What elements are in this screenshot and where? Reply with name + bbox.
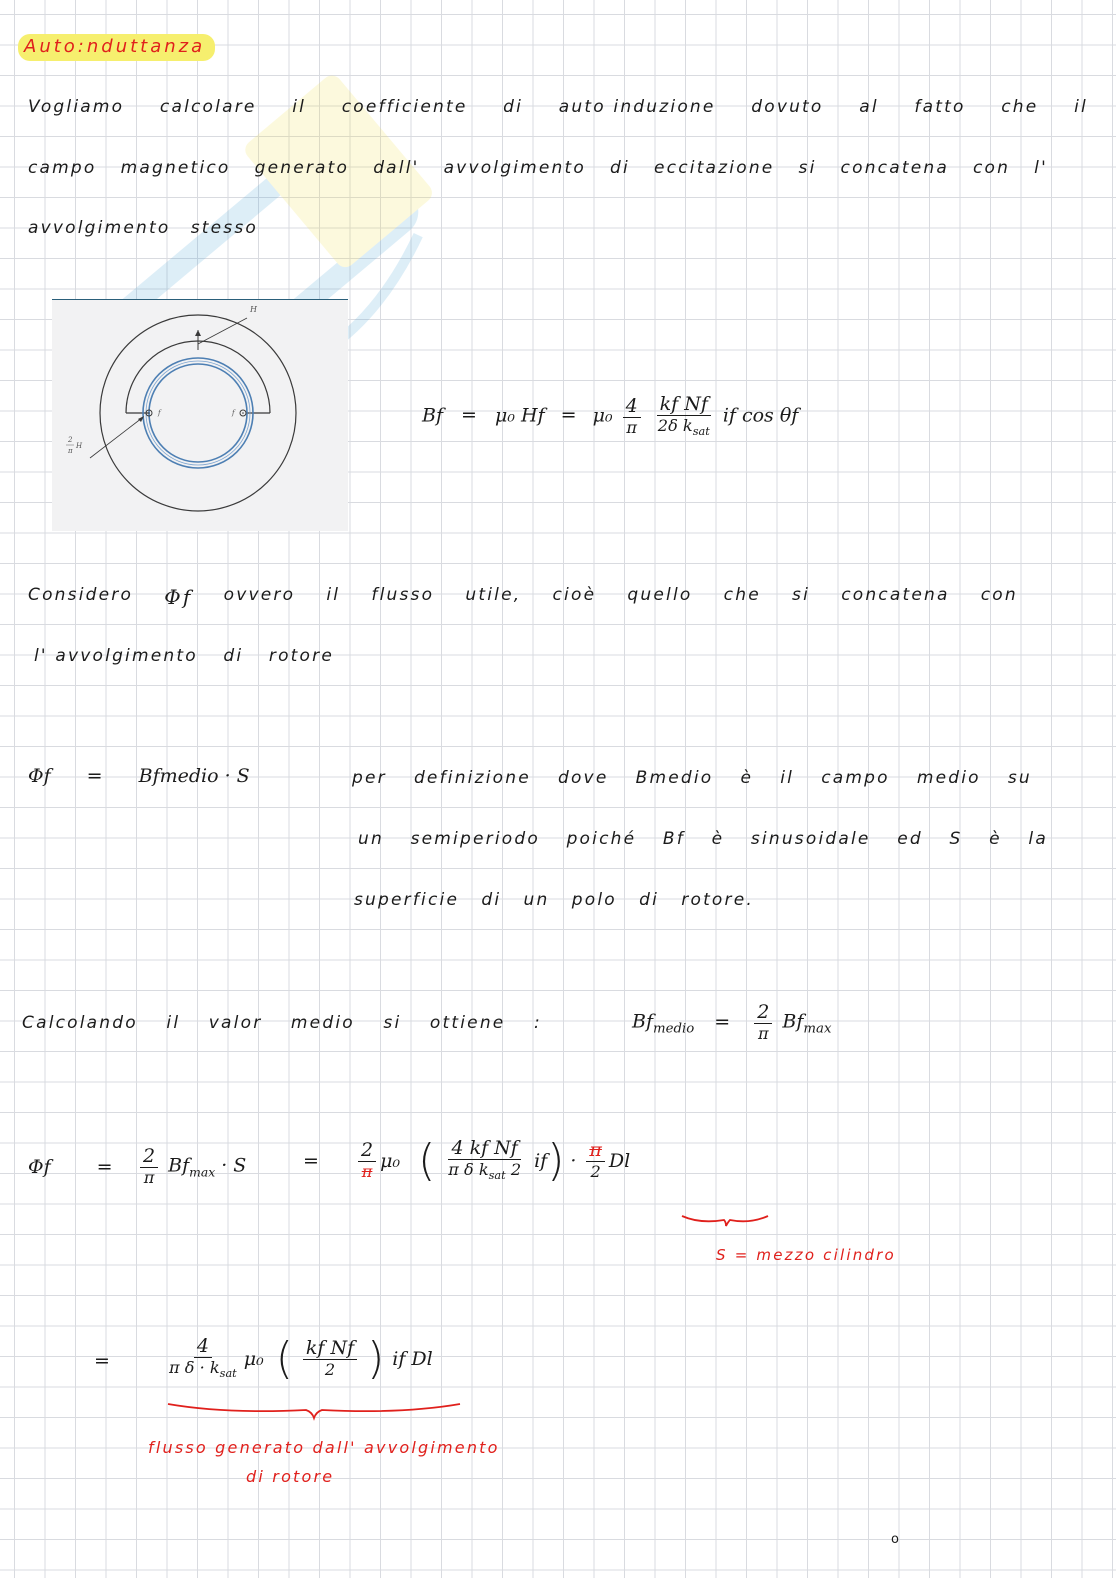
word: concatena [841,585,950,605]
word: utile, [465,585,522,605]
word: è [989,829,1002,849]
frac-den: 2 [324,1359,336,1379]
eq4-inner-tail: if [534,1149,548,1172]
word: rotore. [681,890,754,910]
frac-num: 2 [358,1140,376,1162]
page-title: Auto:nduttanza [18,34,215,61]
word: avvolgimento [443,158,586,178]
label-left: f [158,409,161,417]
frac-den-sub: sat [692,425,710,439]
eq4-term1-sub: max [189,1165,216,1180]
para2-line-1 [28,585,1018,609]
eq1-frac-kf [655,394,713,439]
frac-num: 4 [623,396,641,418]
word: su [1007,768,1032,788]
label-right: f [232,409,235,417]
eq3-equals: = [714,1010,731,1033]
word: che [723,585,761,605]
frac-den: 2 [590,1161,601,1181]
underbrace-flux [166,1400,462,1422]
eq4-dot: · [570,1149,577,1172]
eq3-lhs-sub: medio [653,1021,695,1037]
note-s-mezzo-cilindro: S = mezzo cilindro [716,1246,896,1264]
word: un [358,829,384,849]
word: Calcolando [22,1013,138,1033]
word: concatena [840,158,949,178]
eq1-frac-4-pi [623,396,641,437]
word: si [383,1013,402,1033]
word: fatto [914,97,966,117]
eq5-frac-1 [166,1336,240,1381]
frac-num: 4 kf Nf [448,1138,520,1160]
eq5-equals: = [94,1350,110,1372]
word: campo [821,768,890,788]
eq4-tail: Dl [608,1149,631,1172]
word-phi: Φf [164,585,193,609]
eq4-frac-2 [358,1140,376,1181]
frac-num: 4 [194,1336,212,1358]
frac-num: kf Nf [303,1338,357,1360]
eq2-lhs: Φf [28,765,51,787]
frac-den [655,416,713,439]
machine-cross-section-figure [52,299,348,531]
word: medio [916,768,981,788]
equation-bf [422,394,798,439]
eq2-rhs: Bfmedio · S [138,765,250,787]
word: sinusoidale [750,829,871,849]
word: definizione [413,768,531,788]
word: rotore [268,646,334,666]
eq3-frac [754,1002,772,1043]
word: S [949,829,963,849]
eq5-rhs [162,1333,433,1384]
eq4-inner-frac [445,1138,524,1183]
word: è [711,829,725,849]
frac-num-cancelled: π [586,1140,605,1162]
eq3-rhs: Bf [782,1010,804,1033]
word: per [352,768,387,788]
word: l' [1034,158,1048,178]
word: superficie [354,890,460,910]
word: coefficiente [341,97,468,117]
word: con [973,158,1011,178]
word: l' avvolgimento [34,646,198,666]
word: Vogliamo [28,97,125,117]
right-paren: ) [547,1135,565,1186]
label-frac-num: 2 [68,436,73,444]
frac-num: 2 [140,1146,158,1168]
frac-num: 2 [754,1002,772,1024]
label-h: H [250,305,257,314]
underbrace-s [680,1212,770,1228]
frac-den [445,1160,524,1183]
word: è [740,768,754,788]
word: il [780,768,795,788]
word: Bf [662,829,685,849]
eq4-term1-var: Bf [168,1154,190,1177]
word: avvolgimento [28,218,171,238]
frac-den: π [758,1023,769,1043]
note-flux-line-2: di rotore [246,1467,335,1486]
eq5-tail: if Dl [392,1347,433,1370]
page-mark: o [891,1532,899,1547]
word: polo [571,890,617,910]
eq5-frac-2 [303,1338,357,1379]
word: quello [627,585,693,605]
eq1-lhs: Bf [422,404,443,427]
word: semiperiodo [410,829,540,849]
word: cioè [552,585,597,605]
word: al [859,97,879,117]
left-paren: ( [275,1333,293,1384]
eq3-text [22,1013,542,1033]
frac-den-sub: sat [219,1367,237,1381]
eq1-mid: μ₀ Hf [495,404,545,427]
eq1-equals-2: = [560,404,577,427]
eq4-equals: = [96,1156,113,1178]
eq4-frac-3 [586,1140,605,1181]
intro-line-1 [28,97,1088,117]
eq4-rhs [354,1135,630,1186]
eq4-mu: μ₀ [380,1149,401,1172]
word: il [292,97,307,117]
word: valor [208,1013,263,1033]
word: il [166,1013,181,1033]
eq3-lhs: Bf [632,1010,653,1033]
word: che [1001,97,1039,117]
note-flux-line-1: flusso generato dall' avvolgimento [148,1438,500,1457]
eq4-term1-tail: · S [221,1154,247,1177]
para2-line-2 [34,646,334,666]
equation-bf-medio [632,1002,831,1043]
word: un [523,890,550,910]
word: si [798,158,817,178]
frac-den-main: π δ k [448,1160,489,1180]
frac-den-cancelled: π [361,1161,373,1181]
equation-phi-def [28,765,250,787]
word: stesso [190,218,258,238]
word: campo [28,158,97,178]
label-frac-var: H [76,442,83,450]
word: si [792,585,811,605]
word: la [1028,829,1048,849]
eq4-term1 [136,1146,246,1187]
word: medio [290,1013,355,1033]
word: con [980,585,1018,605]
frac-den-sub: sat [488,1169,506,1183]
word: ed [897,829,923,849]
word: : [534,1013,542,1033]
word: magnetico [120,158,231,178]
frac-den-tail: 2 [505,1160,522,1180]
intro-line-3 [28,218,258,238]
word: generato [254,158,350,178]
label-frac-den: π [68,447,73,455]
eq3-rhs-sub: max [803,1021,832,1037]
eq4-lhs: Φf [28,1156,51,1178]
eq2-equals: = [86,765,103,787]
intro-line-2 [28,158,1048,178]
eq2-line-3 [354,890,754,910]
word: di [639,890,660,910]
word: di [223,646,244,666]
frac-den-main: π δ · k [169,1358,220,1378]
frac-den [166,1358,240,1381]
word: poiché [566,829,637,849]
word: ovvero [223,585,296,605]
eq5-mu: μ₀ [243,1347,264,1370]
frac-den: π [143,1167,155,1187]
word: eccitazione [654,158,775,178]
eq4-frac-1 [140,1146,158,1187]
word: di [481,890,502,910]
eq2-line-2 [358,829,1048,849]
word: calcolare [159,97,257,117]
word: dall' [373,158,420,178]
eq1-mu: μ₀ [592,404,613,427]
eq4-equals-2: = [303,1150,319,1172]
frac-den: π [626,417,637,437]
word: il [1074,97,1088,117]
right-paren: ) [367,1333,385,1384]
word: di [503,97,524,117]
eq1-tail: if cos θf [722,404,799,427]
word: Bmedio [635,768,714,788]
left-paren: ( [418,1135,436,1186]
eq4-lhs-group [28,1156,113,1178]
word: il [326,585,341,605]
eq2-line-1 [352,768,1032,788]
word: ottiene [429,1013,506,1033]
word: flusso [371,585,435,605]
word: di [610,158,630,178]
word: Considero [28,585,134,605]
frac-den-main: 2δ k [657,415,693,435]
word: auto induzione [558,97,716,117]
cross-section-diagram [52,300,348,531]
word: dovuto [751,97,824,117]
frac-num: kf Nf [657,394,711,416]
word: dove [557,768,609,788]
eq1-equals: = [461,404,477,427]
